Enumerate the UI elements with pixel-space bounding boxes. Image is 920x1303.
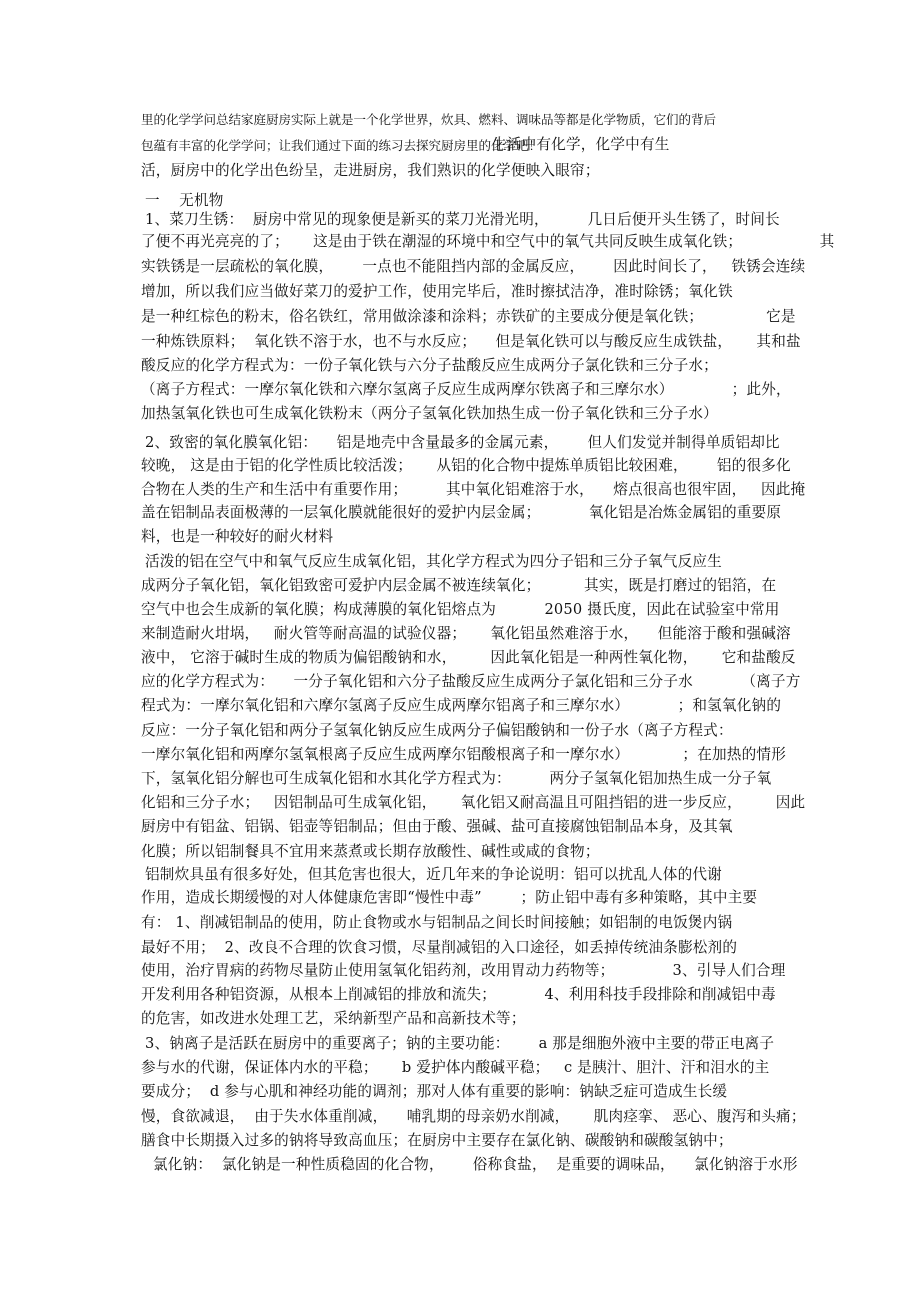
text-line: 化膜；所以铝制餐具不宜用来蒸煮或长期存放酸性、碱性或咸的食物；	[141, 843, 600, 860]
text-line: 最好不用； 2、改良不合理的饮食习惯，尽量削减铝的入口途径，如丢掉传统油条膨松剂的	[141, 939, 738, 956]
text-line: 2、致密的氧化膜氧化铝： 铝是地壳中含量最多的金属元素， 但人们发觉并制得单质铝却比	[145, 434, 780, 451]
text-line: 料，也是一种较好的耐火材料	[141, 528, 334, 545]
text-line: 要成分； d 参与心肌和神经功能的调剂；那对人体有重要的影响：钠缺乏症可造成生长缓	[141, 1083, 728, 1100]
text-line: 开发利用各种铝资源，从根本上削减铝的排放和流失； 4、利用科技手段排除和削减铝中毒	[141, 986, 776, 1003]
text-line: 合物在人类的生产和生活中有重要作用； 其中氧化铝难溶于水， 熔点很高也很牢固， 因此掩	[141, 481, 806, 498]
text-line: 酸反应的化学方程式为：一份子氧化铁与六分子盐酸反应生成两分子氯化铁和三分子水；	[141, 357, 718, 374]
text-line: 的危害，如改进水处理工艺，采纳新型产品和高新技术等；	[141, 1010, 526, 1027]
text-line: 加热氢氧化铁也可生成氧化铁粉末（两分子氢氧化铁加热生成一份子氧化铁和三分子水）	[141, 405, 718, 422]
text-line: 下，氢氧化铝分解也可生成氧化铝和水其化学方程式为： 两分子氢氧化铝加热生成一分子氧	[141, 770, 772, 787]
text-line: 较晚， 这是由于铝的化学性质比较活泼； 从铝的化合物中提炼单质铝比较困难， 铝的很多化	[141, 457, 791, 474]
text-line: 成两分子氧化铝，氧化铝致密可爱护内层金属不被连续氧化； 其实，既是打磨过的铝箔，在	[141, 577, 777, 594]
text-line: 有： 1、削减铝制品的使用，防止食物或水与铝制品之间长时间接触；如铝制的电饭煲内锅	[141, 914, 733, 931]
text-line: 厨房中有铝盆、铝锅、铝壶等铝制品；但由于酸、强碱、盐可直接腐蚀铝制品本身，及其氧	[141, 818, 733, 835]
text-line: 氯化钠： 氯化钠是一种性质稳固的化合物， 俗称食盐， 是重要的调味品， 氯化钠溶于水形	[153, 1156, 798, 1173]
text-line: 盖在铝制品表面极薄的一层氧化膜就能很好的爱护内层金属； 氧化铝是冶炼金属铝的重要原	[141, 504, 782, 521]
text-line: 反应：一分子氧化铝和两分子氢氧化钠反应生成两分子偏铝酸钠和一份子水（离子方程式：	[141, 722, 733, 739]
text-line: 里的化学学问总结家庭厨房实际上就是一个化学世界，炊具、燃料、调味品等都是化学物质，它们的背后	[141, 112, 717, 127]
text-line: 实铁锈是一层疏松的氧化膜， 一点也不能阻挡内部的金属反应， 因此时间长了， 铁锈会连续	[141, 258, 806, 275]
text-line: 包蕴有丰富的化学学问；让我们通过下面的练习去探究厨房里的化学吧！	[141, 138, 542, 153]
text-line: 空气中也会生成新的氧化膜；构成薄膜的氧化铝熔点为 2050 摄氏度，因此在试验室中常用	[141, 601, 780, 618]
text-line: 活，厨房中的化学出色纷呈，走进厨房，我们熟识的化学便映入眼帘；	[141, 162, 600, 179]
text-line: 是一种红棕色的粉末，俗名铁红，常用做涂漆和涂料；赤铁矿的主要成分便是氧化铁； 它是	[141, 308, 796, 325]
text-line: 应的化学方程式为： 一分子氧化铝和六分子盐酸反应生成两分子氯化铝和三分子水 （离子方	[141, 673, 801, 690]
text-line: 慢，食欲减退， 由于失水体重削减， 哺乳期的母亲奶水削减， 肌肉痉挛、 恶心、腹泻和头痛；	[141, 1108, 806, 1125]
text-line: 程式为：一摩尔氧化铝和六摩尔氢离子反应生成两摩尔铝离子和三摩尔水） ；和氢氧化钠的	[141, 697, 782, 714]
text-line: 活泼的铝在空气中和氧气反应生成氧化铝，其化学方程式为四分子铝和三分子氧气反应生	[145, 553, 722, 570]
text-line: （离子方程式：一摩尔氧化铁和六摩尔氢离子反应生成两摩尔铁离子和三摩尔水） ；此外，	[141, 381, 791, 398]
text-line: 一摩尔氧化铝和两摩尔氢氧根离子反应生成两摩尔铝酸根离子和一摩尔水） ；在加热的情形	[141, 746, 786, 763]
text-line: 膳食中长期摄入过多的钠将导致高血压；在厨房中主要存在氯化钠、碳酸钠和碳酸氢钠中；	[141, 1132, 733, 1149]
text-line: 增加，所以我们应当做好菜刀的爱护工作，使用完毕后，准时擦拭洁净，准时除锈；氧化铁	[141, 283, 733, 300]
text-line: 铝制炊具虽有很多好处，但其危害也很大，近几年来的争论说明：铝可以扰乱人体的代谢	[145, 866, 722, 883]
text-line: 生活中有化学，化学中有生	[492, 136, 670, 153]
text-line: 一 无机物	[145, 192, 224, 209]
text-line: 了便不再光亮亮的了； 这是由于铁在潮湿的环境中和空气中的氧气共同反映生成氧化铁； 其	[141, 233, 835, 250]
text-line: 一种炼铁原料； 氧化铁不溶于水，也不与水反应； 但是氧化铁可以与酸反应生成铁盐， 其和盐	[141, 333, 801, 350]
text-line: 1、菜刀生锈： 厨房中常见的现象便是新买的菜刀光滑光明， 几日后便开头生锈了，时间长	[145, 211, 780, 228]
text-line: 化铝和三分子水； 因铝制品可生成氧化铝， 氧化铝又耐高温且可阻挡铝的进一步反应， 因此	[141, 794, 806, 811]
text-line: 参与水的代谢，保证体内水的平稳； b 爱护体内酸碱平稳； c 是胰汁、胆汁、汗和泪水的主	[141, 1059, 770, 1076]
text-line: 液中， 它溶于碱时生成的物质为偏铝酸钠和水， 因此氧化铝是一种两性氧化物， 它和盐酸反	[141, 649, 796, 666]
text-line: 来制造耐火坩埚， 耐火管等耐高温的试验仪器； 氧化铝虽然难溶于水， 但能溶于酸和强碱溶	[141, 625, 791, 642]
text-line: 3、钠离子是活跃在厨房中的重要离子；钠的主要功能： a 那是细胞外液中主要的带正电离子	[145, 1035, 775, 1052]
text-line: 使用，治疗胃病的药物尽量防止使用氢氧化铝药剂，改用胃动力药物等； 3、引导人们合理	[141, 962, 786, 979]
text-line: 作用，造成长期缓慢的对人体健康危害即“慢性中毒” ；防止铝中毒有多种策略，其中主要	[141, 889, 758, 906]
